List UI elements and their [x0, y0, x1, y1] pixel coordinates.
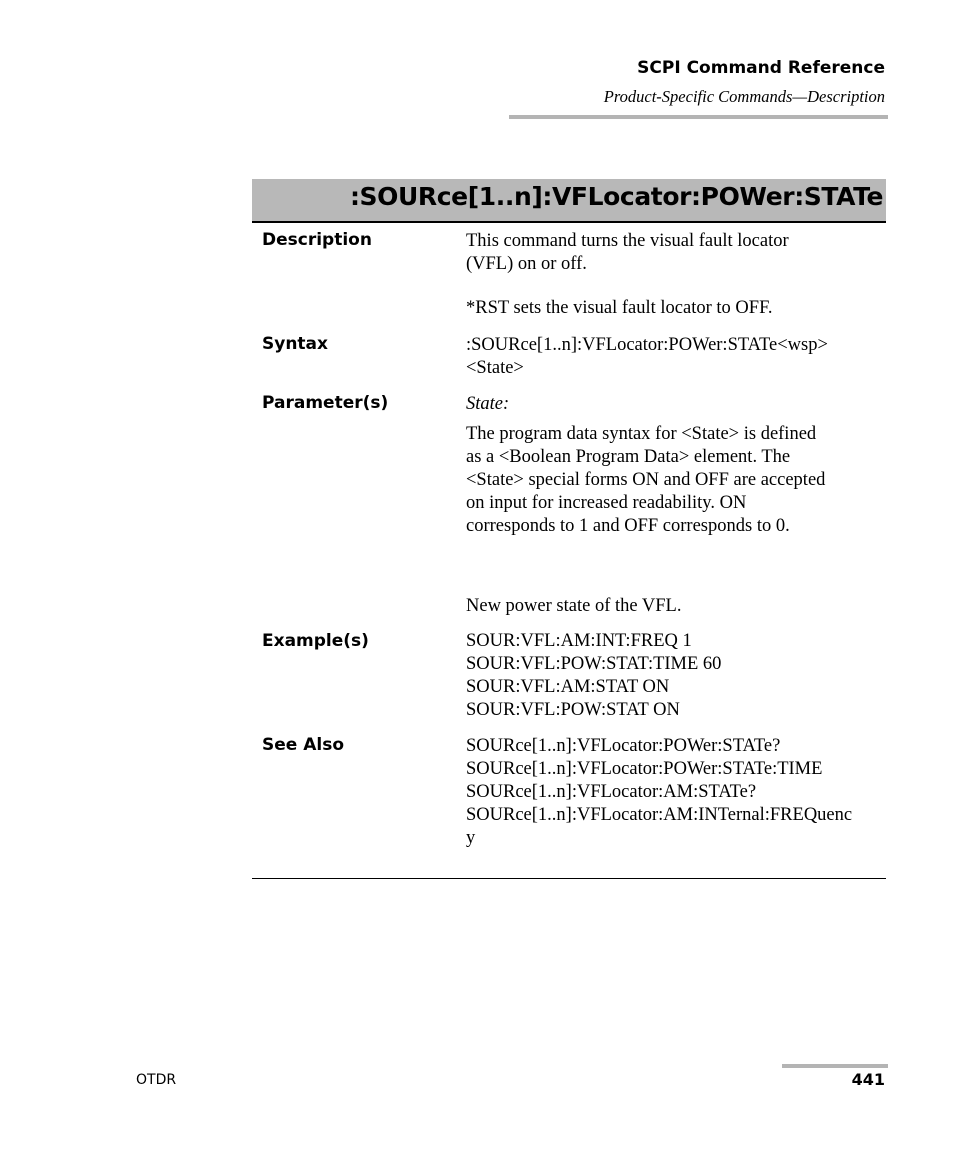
description-line: This command turns the visual fault locator	[466, 231, 789, 251]
see-also-label: See Also	[262, 735, 345, 755]
command-title-bar	[252, 179, 886, 223]
example-line: SOUR:VFL:POW:STAT ON	[466, 700, 680, 720]
parameters-label: Parameter(s)	[262, 393, 389, 413]
syntax-line: :SOURce[1..n]:VFLocator:POWer:STATe<wsp>	[466, 335, 828, 355]
examples-text	[466, 630, 886, 722]
parameter-description	[466, 423, 886, 538]
examples-label: Example(s)	[262, 631, 369, 651]
syntax-text	[466, 334, 886, 380]
command-title: :SOURce[1..n]:VFLocator:POWer:STATe	[349, 182, 883, 211]
see-also-text	[466, 735, 886, 850]
description-label: Description	[262, 230, 372, 250]
parameter-line: <State> special forms ON and OFF are accepted	[466, 470, 826, 490]
parameter-name: State:	[466, 394, 510, 414]
header-divider	[509, 115, 888, 119]
parameter-line: as a <Boolean Program Data> element. The	[466, 447, 791, 467]
parameter-line: corresponds to 1 and OFF corresponds to 0.	[466, 516, 790, 536]
see-also-line: SOURce[1..n]:VFLocator:POWer:STATe:TIME	[466, 759, 823, 779]
footer-divider	[782, 1064, 888, 1068]
see-also-line: SOURce[1..n]:VFLocator:AM:INTernal:FREQuenc	[466, 805, 853, 825]
section-end-divider	[252, 878, 886, 879]
parameter-line: on input for increased readability. ON	[466, 493, 747, 513]
syntax-label: Syntax	[262, 334, 328, 354]
see-also-line: SOURce[1..n]:VFLocator:AM:STATe?	[466, 782, 757, 802]
description-line: (VFL) on or off.	[466, 254, 587, 274]
description-text	[466, 230, 886, 276]
running-header-subtitle: Product-Specific Commands—Description	[603, 87, 885, 106]
page-number: 441	[851, 1070, 885, 1089]
running-header-title: SCPI Command Reference	[637, 58, 885, 78]
syntax-line: <State>	[466, 358, 524, 378]
example-line: SOUR:VFL:AM:INT:FREQ 1	[466, 631, 692, 651]
parameter-note: New power state of the VFL.	[466, 596, 682, 616]
parameter-line: The program data syntax for <State> is defined	[466, 424, 817, 444]
footer-product: OTDR	[136, 1072, 177, 1088]
example-line: SOUR:VFL:AM:STAT ON	[466, 677, 670, 697]
description-rst: *RST sets the visual fault locator to OFF.	[466, 298, 773, 318]
see-also-line: SOURce[1..n]:VFLocator:POWer:STATe?	[466, 736, 781, 756]
see-also-line: y	[466, 828, 476, 848]
example-line: SOUR:VFL:POW:STAT:TIME 60	[466, 654, 722, 674]
